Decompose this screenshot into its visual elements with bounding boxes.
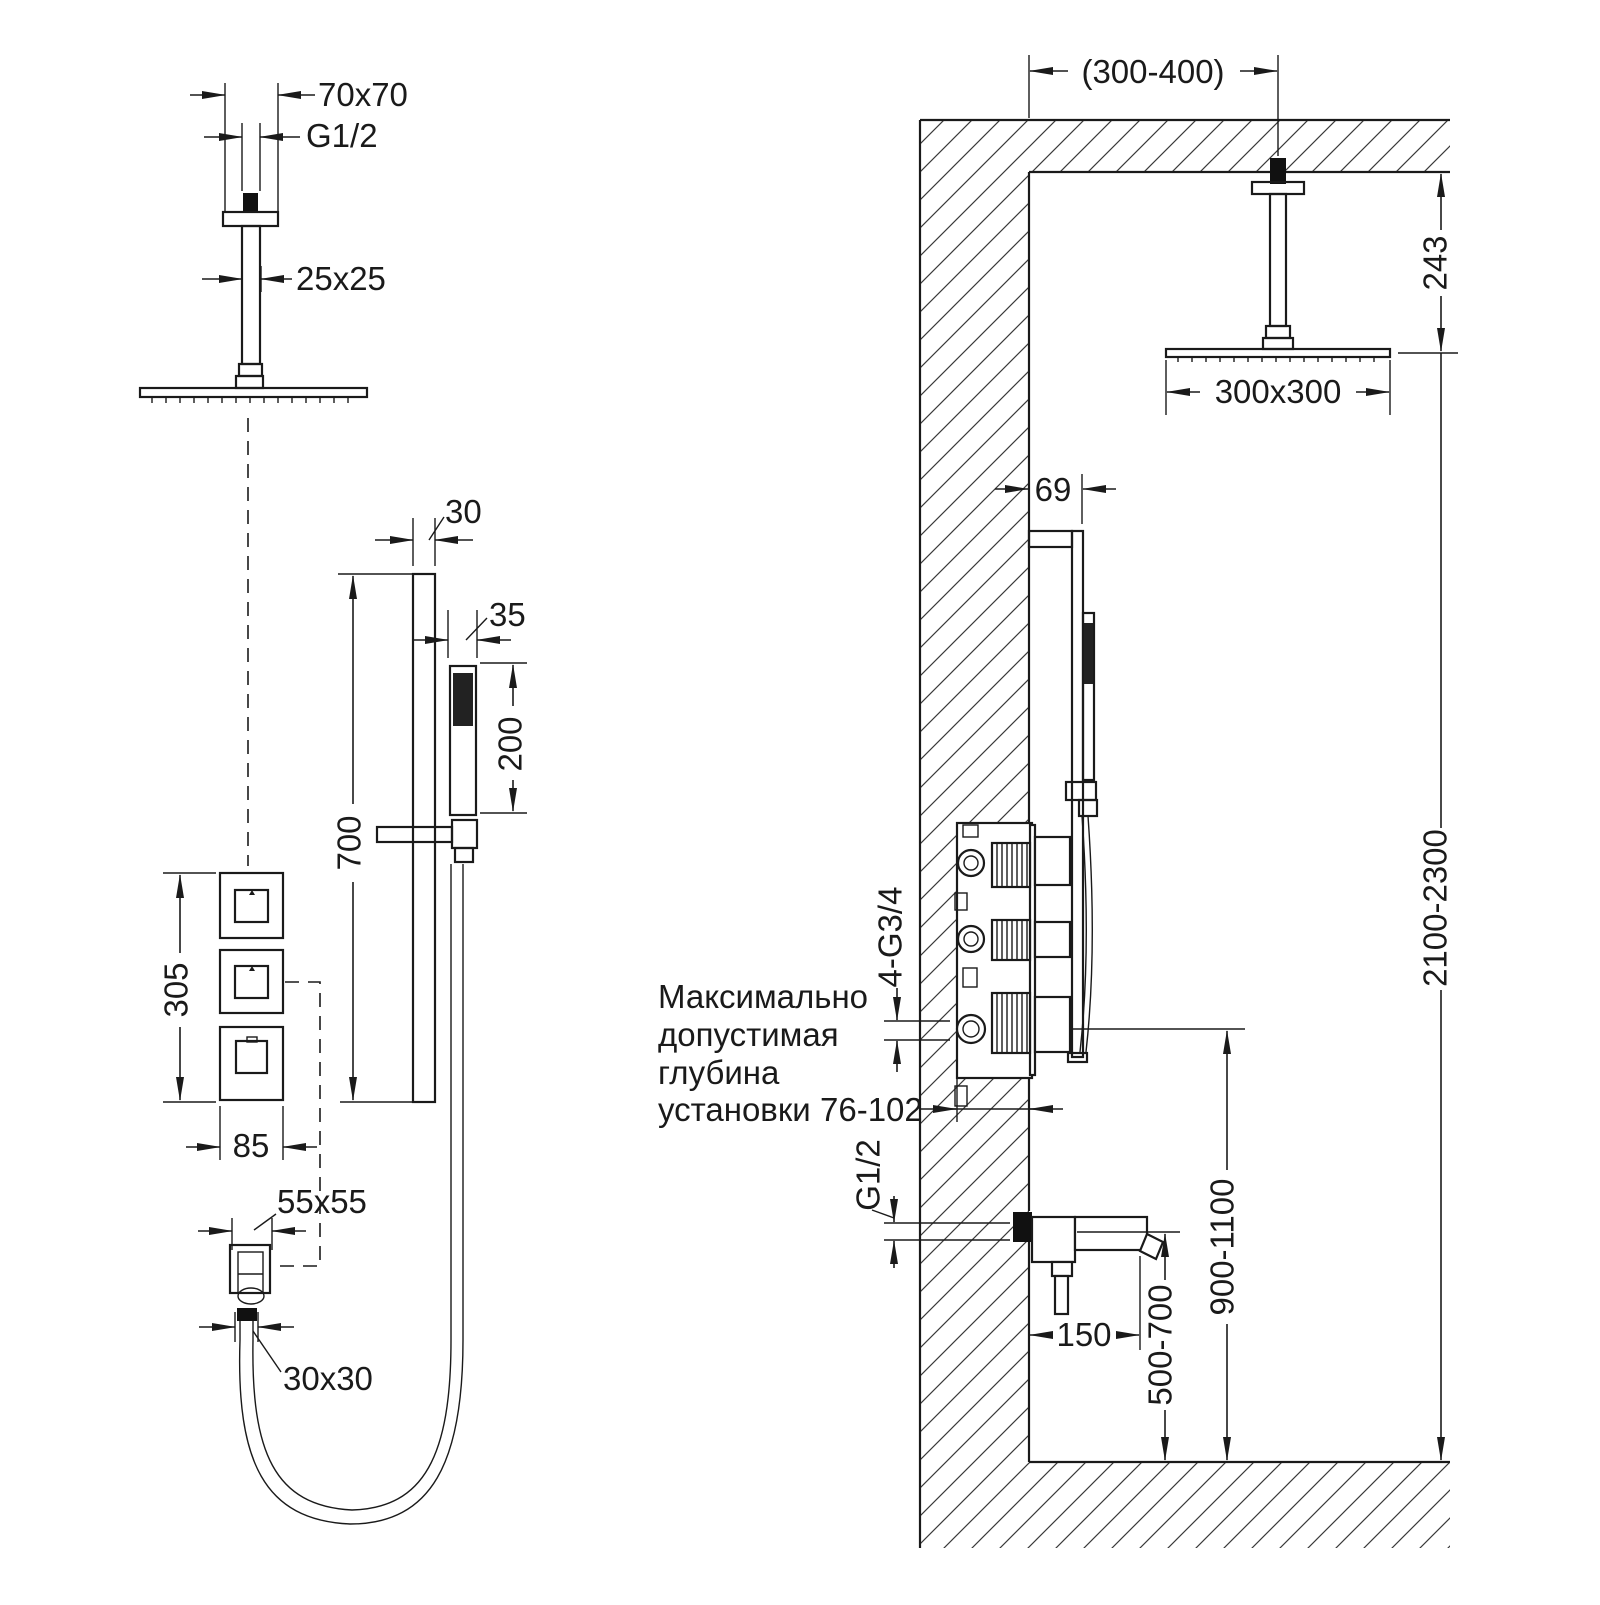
shower-head-plate-side [1166, 349, 1390, 357]
dim-outlet-size [199, 1312, 373, 1397]
dim-overall-height [1417, 353, 1454, 1460]
dim-rail-height [331, 574, 420, 1102]
dim-head-thread [204, 117, 378, 191]
note-line-3: глубина [658, 1054, 780, 1091]
trim-plate-1 [220, 873, 283, 938]
ceiling-shower-side [1166, 158, 1390, 362]
hose-nut [455, 848, 473, 862]
dim-label-head-thread: G1/2 [306, 117, 378, 154]
rail-slider [377, 827, 452, 842]
dim-label-trim-width: 85 [232, 1127, 270, 1164]
dim-label-trim-height: 305 [157, 962, 195, 1018]
slide-rail-front [377, 574, 477, 1102]
dim-label-ports: 4-G3/4 [871, 886, 909, 988]
dim-handle-length [480, 663, 529, 813]
dim-spout-reach [1030, 1256, 1140, 1353]
handle-holder [452, 820, 477, 848]
note-line-2: допустимая [658, 1016, 839, 1053]
dim-arm-drop [1398, 174, 1458, 353]
dim-label-arm-drop: 243 [1416, 235, 1454, 291]
note-line-4: установки [658, 1091, 811, 1128]
dim-label-spout-height: 500-700 [1141, 1284, 1179, 1406]
dim-arm-size [202, 260, 386, 297]
dim-label-outlet-plate: 55x55 [277, 1183, 367, 1220]
hand-shower-front [450, 666, 476, 815]
hose-connector [237, 1308, 257, 1321]
dim-label-spout-thread: G1/2 [849, 1139, 887, 1211]
dim-label-rail-height: 700 [330, 815, 368, 871]
dim-label-depth-range: 76-102 [820, 1091, 923, 1128]
side-view [658, 53, 1458, 1548]
dim-label-ceiling-offset: (300-400) [1081, 53, 1225, 90]
sprayface-side [1084, 623, 1093, 684]
dim-valve-height [1204, 1031, 1241, 1460]
valve-cartridges [992, 843, 1030, 1053]
slide-rail-bar-side [1072, 531, 1083, 1057]
dim-label-outlet-size: 30x30 [283, 1360, 373, 1397]
dim-label-head-size-side: 300x300 [1214, 373, 1342, 410]
dim-label-rail-width: 30 [445, 493, 482, 530]
rail-slider-side [1066, 782, 1096, 800]
ceiling-flange [223, 212, 278, 226]
dim-trim-width [186, 1106, 317, 1164]
spout-wall-fitting [1013, 1212, 1032, 1242]
dim-handle-width [412, 596, 526, 658]
dim-label-head-size: 70x70 [318, 76, 408, 113]
valve-blocks [1035, 837, 1070, 1052]
dim-trim-height [158, 873, 216, 1102]
shower-head-plate [140, 388, 367, 397]
trim-plate-3 [220, 1027, 283, 1100]
trim-plate-2 [220, 950, 283, 1013]
note-line-1: Максимально [658, 978, 869, 1015]
dim-label-spout-reach: 150 [1056, 1316, 1112, 1353]
dim-label-handle-width: 35 [489, 596, 526, 633]
hose-side [1080, 816, 1092, 1052]
dim-label-arm-size: 25x25 [296, 260, 386, 297]
wall-hatch [920, 120, 1029, 1462]
slide-rail-bar [413, 574, 435, 1102]
concealed-valve-body [955, 823, 1245, 1106]
floor-hatch [920, 1462, 1450, 1548]
dim-label-valve-height: 900-1100 [1203, 1178, 1241, 1316]
dim-label-handle-length: 200 [491, 716, 529, 772]
hand-shower-sprayface [453, 673, 473, 726]
installation-note [658, 978, 923, 1128]
spout-outlet-tube [1055, 1276, 1068, 1314]
shower-arm [242, 226, 260, 364]
trim-handle-3 [236, 1041, 267, 1073]
slide-rail-side [1029, 531, 1087, 1062]
dim-head-size-side [1166, 360, 1390, 415]
dim-label-overall-height: 2100-2300 [1416, 829, 1454, 987]
dim-label-rail-offset: 69 [1034, 471, 1072, 508]
dim-rail-width [375, 493, 482, 566]
dim-outlet-plate [198, 1183, 367, 1250]
ceiling-hatch [1029, 120, 1450, 172]
supply-stub [243, 193, 258, 212]
hand-shower-side [1066, 613, 1097, 1052]
front-view [140, 76, 529, 1524]
wall-outlet-front [230, 1245, 270, 1321]
rail-wall-bracket [1029, 531, 1072, 547]
